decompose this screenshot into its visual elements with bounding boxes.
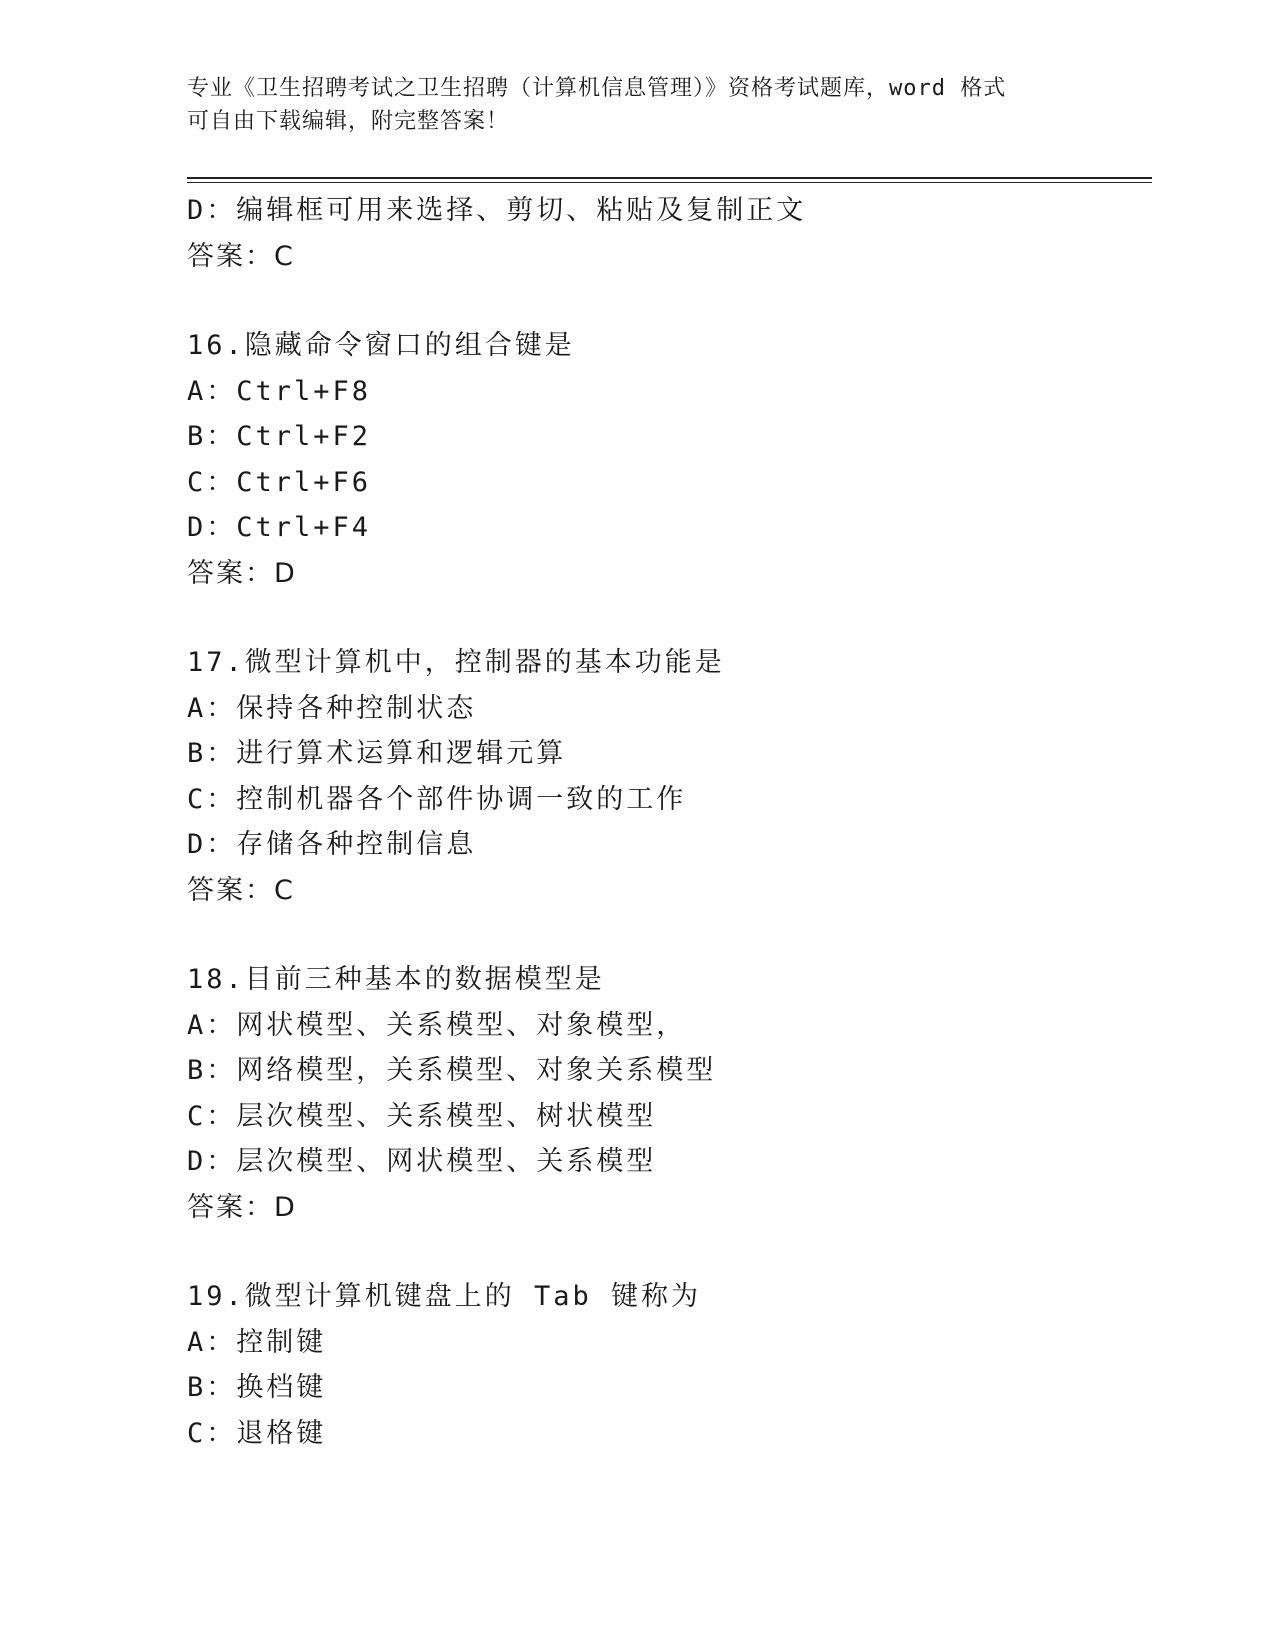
option-b: B：网络模型，关系模型、对象关系模型 bbox=[187, 1055, 717, 1086]
question-list bbox=[187, 188, 1147, 1456]
option-a: A：控制键 bbox=[187, 1326, 327, 1358]
header-divider-thick bbox=[187, 177, 1152, 179]
option-b: B：进行算术运算和逻辑元算 bbox=[187, 738, 567, 769]
answer: 答案：C bbox=[187, 874, 295, 906]
option-c: C：层次模型、关系模型、树状模型 bbox=[187, 1100, 657, 1132]
answer: 答案：D bbox=[187, 1191, 297, 1223]
option-c: C：控制机器各个部件协调一致的工作 bbox=[187, 783, 687, 815]
option-a: A：保持各种控制状态 bbox=[187, 692, 477, 724]
question-text: 16.隐藏命令窗口的组合键是 bbox=[187, 330, 575, 361]
spacer bbox=[187, 279, 1147, 323]
question-18 bbox=[187, 957, 1147, 1230]
answer: 答案：D bbox=[187, 557, 297, 589]
question-text: 17.微型计算机中，控制器的基本功能是 bbox=[187, 647, 725, 678]
option-c: C：退格键 bbox=[187, 1417, 327, 1449]
spacer bbox=[187, 913, 1147, 957]
header-line-2: 可自由下载编辑，附完整答案！ bbox=[187, 109, 510, 134]
question-17 bbox=[187, 640, 1147, 913]
option-a: A：网状模型、关系模型、对象模型， bbox=[187, 1009, 687, 1041]
question-16 bbox=[187, 323, 1147, 596]
option-b: B：换档键 bbox=[187, 1372, 327, 1403]
spacer bbox=[187, 596, 1147, 640]
question-text: 18.目前三种基本的数据模型是 bbox=[187, 964, 605, 995]
question-19 bbox=[187, 1274, 1147, 1456]
header-line-1: 专业《卫生招聘考试之卫生招聘（计算机信息管理）》资格考试题库，word 格式 bbox=[187, 76, 1007, 101]
option-d-prev: D：编辑框可用来选择、剪切、粘贴及复制正文 bbox=[187, 195, 807, 226]
option-b: B：Ctrl+F2 bbox=[187, 421, 372, 452]
option-c: C：Ctrl+F6 bbox=[187, 466, 372, 498]
answer-prev: 答案：C bbox=[187, 240, 295, 272]
document-header bbox=[187, 72, 1067, 138]
option-d: D：Ctrl+F4 bbox=[187, 512, 372, 543]
option-d: D：层次模型、网状模型、关系模型 bbox=[187, 1146, 657, 1177]
option-d: D：存储各种控制信息 bbox=[187, 829, 477, 860]
spacer bbox=[187, 1230, 1147, 1274]
question-text: 19.微型计算机键盘上的 Tab 键称为 bbox=[187, 1281, 702, 1312]
option-a: A：Ctrl+F8 bbox=[187, 375, 372, 407]
header-divider-thin bbox=[187, 182, 1152, 183]
